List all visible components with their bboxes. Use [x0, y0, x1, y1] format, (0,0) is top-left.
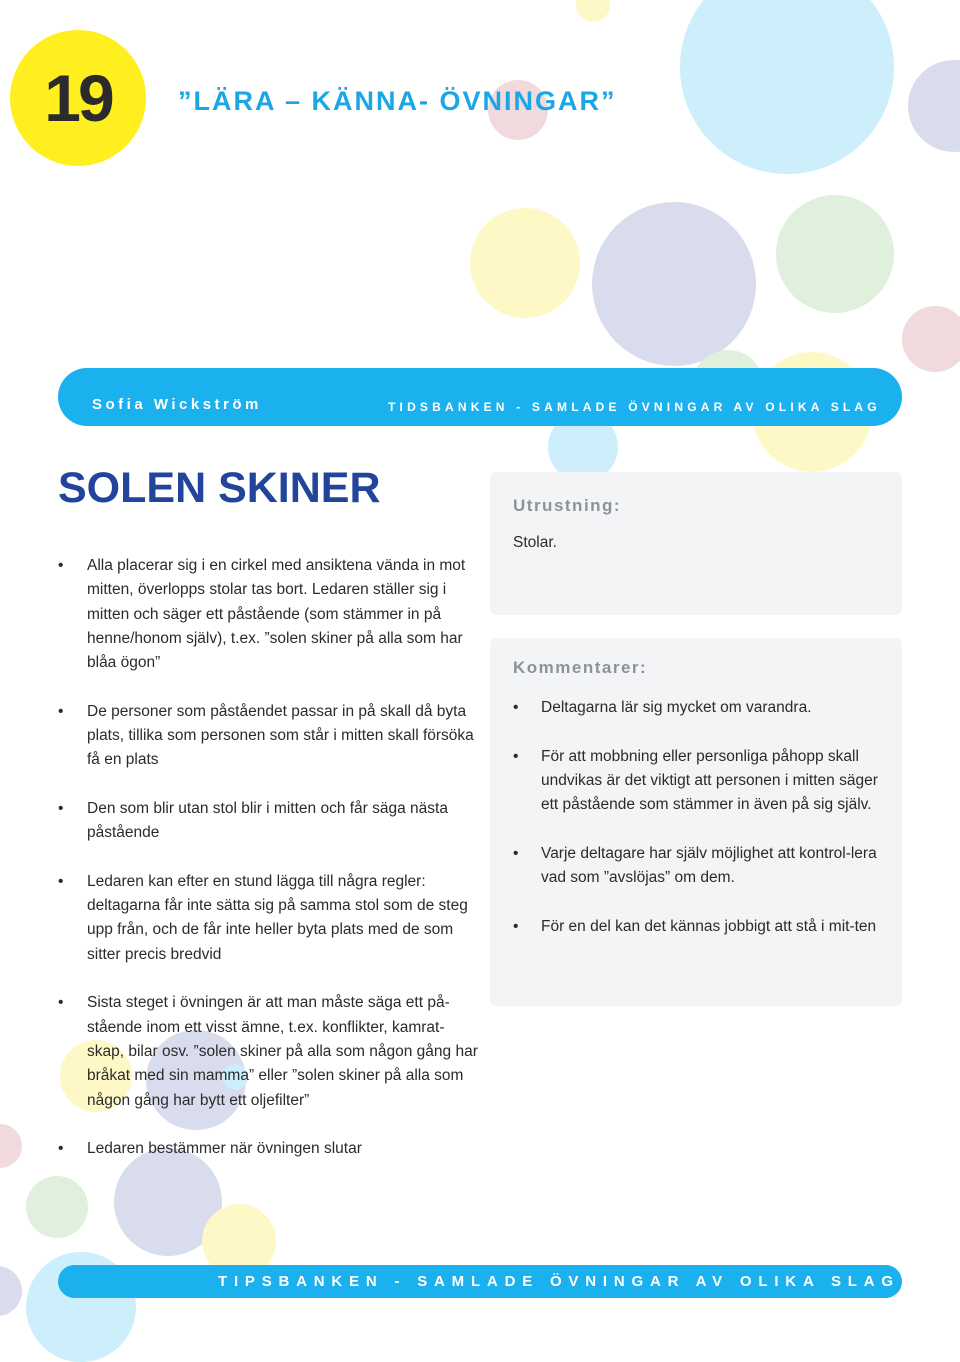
equipment-heading: Utrustning:: [513, 496, 622, 515]
decor-circle: [0, 1124, 22, 1168]
step-text: Ledaren bestämmer när övningen slutar: [87, 1140, 362, 1158]
equipment-panel: [490, 472, 902, 615]
step-text: Den som blir utan stol blir i mitten och får säga nästa påstående: [87, 799, 448, 842]
decor-circle: [908, 60, 960, 152]
decor-circle: [470, 208, 580, 318]
list-item: [513, 915, 883, 939]
header-subtitle: TIDSBANKEN - SAMLADE ÖVNINGAR AV OLIKA SLAG: [388, 400, 881, 414]
bullet: •: [58, 702, 64, 720]
exercise-title: SOLEN SKINER: [58, 464, 381, 512]
bullet: •: [513, 917, 519, 935]
footer-text: TIPSBANKEN - SAMLADE ÖVNINGAR AV OLIKA SLAG: [218, 1273, 900, 1290]
decor-circle: [576, 0, 610, 22]
decor-circle: [776, 195, 894, 313]
decor-circle: [902, 306, 960, 372]
comments-list: [513, 696, 883, 963]
list-item: [58, 991, 478, 1112]
step-text: Ledaren kan efter en stund lägga till några regler: deltagarna får inte sätta sig på samma stol som de steg upp från, och de får inte heller byta plats med de som sitter precis bredvid: [87, 872, 468, 963]
comment-text: Varje deltagare har själv möjlighet att kontrol-lera vad som ”avslöjas” om dem.: [541, 844, 877, 887]
exercise-steps-list: [58, 554, 478, 1186]
list-item: [513, 745, 883, 818]
list-item: [513, 696, 883, 720]
list-item: [58, 870, 478, 967]
comment-text: För en del kan det kännas jobbigt att stå i mit-ten: [541, 917, 877, 935]
comments-panel: [490, 638, 902, 1006]
page-number: 19: [44, 61, 112, 135]
step-text: Alla placerar sig i en cirkel med ansiktena vända in mot mitten, överlopps stolar tas bort. Ledaren ställer sig i mitten och säger ett påstående (som stämmer in på henne/honom själv), t.ex. ”solen skiner på alla som har blåa ögon”: [87, 557, 466, 672]
bullet: •: [58, 872, 64, 890]
bullet: •: [58, 994, 64, 1012]
comment-text: För att mobbning eller personliga påhopp skall undvikas är det viktigt att personen i mitten säger ett påstående som stämmer in även på sig själv.: [541, 747, 878, 814]
bullet: •: [58, 1140, 64, 1158]
list-item: [513, 842, 883, 891]
footer-band: [58, 1265, 902, 1298]
step-text: Sista steget i övningen är att man måste säga ett på-stående inom ett visst ämne, t.ex. konflikter, kamrat-skap, bilar osv. ”solen skiner på alla som någon gång har bråkat med sin mamma” eller ”solen skiner på alla som någon gång har bytt ett oljefilter”: [87, 994, 478, 1109]
comments-heading: Kommentarer:: [513, 658, 648, 677]
list-item: [58, 797, 478, 846]
bullet: •: [513, 747, 519, 765]
bullet: •: [513, 699, 519, 716]
decor-circle: [0, 1266, 22, 1316]
comment-text: Deltagarna lär sig mycket om varandra.: [541, 699, 812, 716]
decor-circle: [592, 202, 756, 366]
list-item: [58, 700, 478, 773]
step-text: De personer som påståendet passar in på skall då byta plats, tillika som personen som står i mitten skall försöka få en plats: [87, 702, 474, 769]
bullet: •: [58, 799, 64, 817]
header-band: [58, 368, 902, 426]
equipment-text: Stolar.: [513, 534, 557, 551]
bullet: •: [513, 844, 519, 862]
author-name: Sofia Wickström: [92, 396, 262, 413]
page-number-badge: [10, 30, 146, 166]
chapter-title: ”LÄRA – KÄNNA- ÖVNINGAR”: [178, 86, 617, 116]
list-item: [58, 1137, 478, 1161]
decor-circle: [680, 0, 894, 174]
list-item: [58, 554, 478, 675]
bullet: •: [58, 557, 64, 574]
